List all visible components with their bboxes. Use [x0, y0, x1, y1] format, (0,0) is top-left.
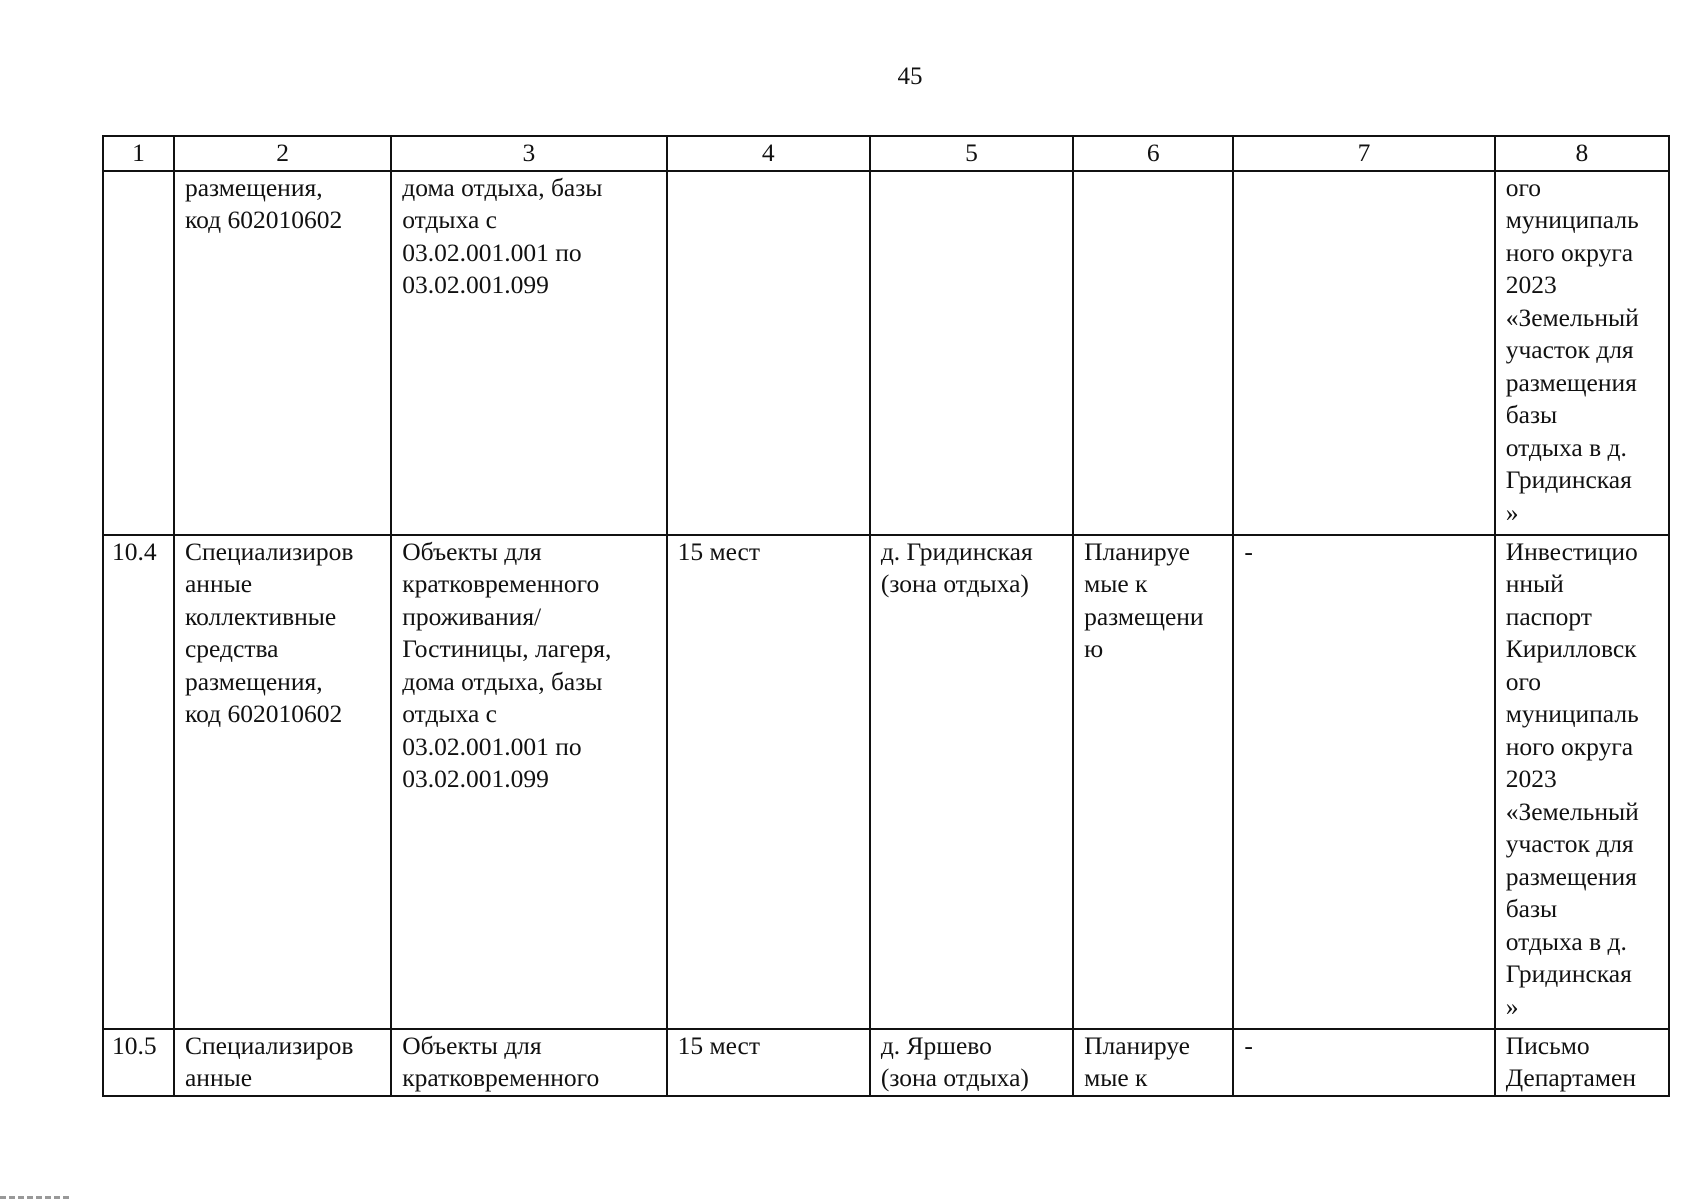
table-cell: Специализиров анные коллективные средства размещения, код 602010602 — [174, 535, 391, 1029]
table-cell — [1233, 171, 1494, 535]
table-cell: Планируе мые к размещени ю — [1073, 535, 1233, 1029]
table-cell: 15 мест — [667, 1029, 870, 1096]
table-cell: дома отдыха, базы отдыха с 03.02.001.001 по 03.02.001.099 — [391, 171, 666, 535]
table-cell — [870, 171, 1073, 535]
column-header: 6 — [1073, 136, 1233, 171]
table-cell: 15 мест — [667, 535, 870, 1029]
column-header: 1 — [103, 136, 174, 171]
column-header: 7 — [1233, 136, 1494, 171]
table-cell — [1073, 171, 1233, 535]
data-table — [102, 135, 1670, 1097]
table-cell: Объекты для кратковременного проживания/ Гостиницы, лагеря, дома отдыха, базы отдыха с 03.02.001.001 по 03.02.001.099 — [391, 535, 666, 1029]
table-cell: Объекты для кратковременного — [391, 1029, 666, 1096]
table-cell: Инвестицио нный паспорт Кирилловск ого муниципаль ного округа 2023 «Земельный участок для размещения базы отдыха в д. Гридинская » — [1495, 535, 1669, 1029]
page-number: 45 — [897, 63, 923, 90]
table-cell: 10.5 — [103, 1029, 174, 1096]
column-header: 3 — [391, 136, 666, 171]
table-cell: 10.4 — [103, 535, 174, 1029]
column-header: 8 — [1495, 136, 1669, 171]
table-row — [103, 171, 1669, 535]
table-row — [103, 1029, 1669, 1096]
table-cell: - — [1233, 1029, 1494, 1096]
table-cell: Письмо Департамен — [1495, 1029, 1669, 1096]
table-cell: д. Гридинская (зона отдыха) — [870, 535, 1073, 1029]
column-header: 4 — [667, 136, 870, 171]
table-cell: - — [1233, 535, 1494, 1029]
table-row — [103, 535, 1669, 1029]
table-cell: ого муниципаль ного округа 2023 «Земельный участок для размещения базы отдыха в д. Гридинская » — [1495, 171, 1669, 535]
table-cell: Специализиров анные — [174, 1029, 391, 1096]
table-header-row — [103, 136, 1669, 171]
column-header: 5 — [870, 136, 1073, 171]
table-cell — [667, 171, 870, 535]
table-cell — [103, 171, 174, 535]
table-cell: д. Яршево (зона отдыха) — [870, 1029, 1073, 1096]
column-header: 2 — [174, 136, 391, 171]
table-cell: размещения, код 602010602 — [174, 171, 391, 535]
table-cell: Планируе мые к — [1073, 1029, 1233, 1096]
scan-artifact — [0, 1196, 70, 1199]
